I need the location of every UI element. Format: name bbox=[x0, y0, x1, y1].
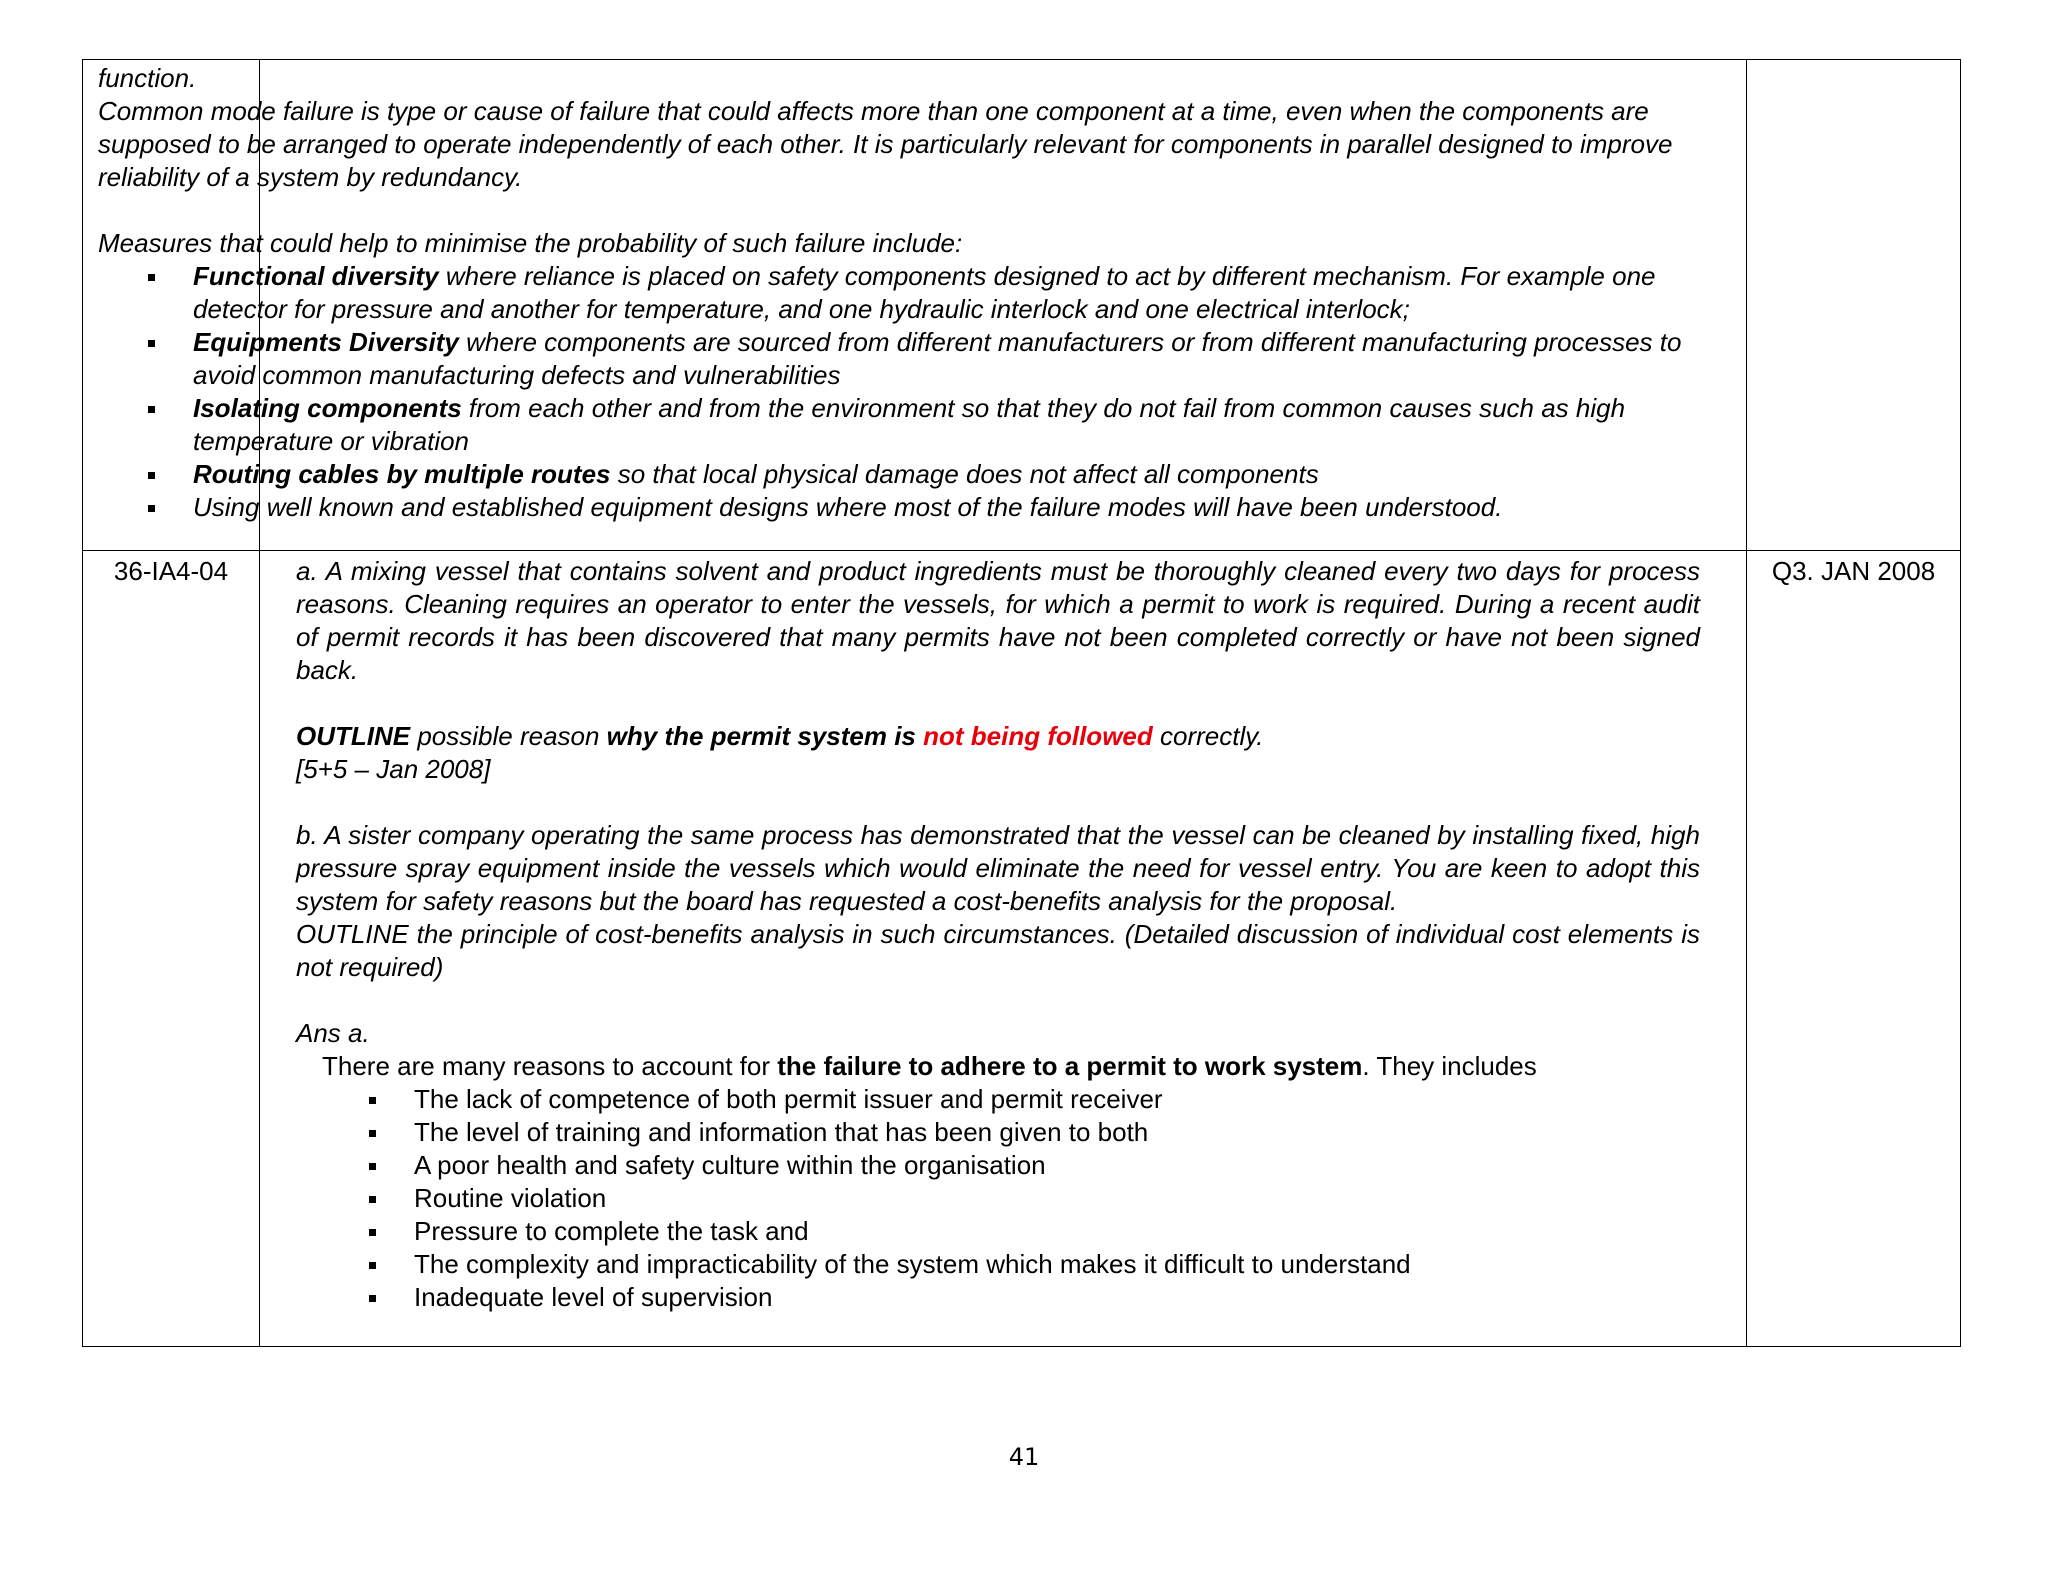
content-cell bbox=[260, 551, 1747, 1347]
measures-intro: Measures that could help to minimise the probability of such failure include: bbox=[98, 228, 963, 258]
list-item: Equipments Diversity where components are sourced from different manufacturers or from different manufacturing processes to avoid common manufacturing defects and vulnerabilities bbox=[98, 326, 1736, 392]
question-a: a. A mixing vessel that contains solvent and product ingredients must be thoroughly cleaned every two days for process reasons. Cleaning requires an operator to enter the vessels, for which a permit to work is required. During a recent audit of permit records it has been discovered that many permits have not been completed correctly or have not been signed back. bbox=[296, 556, 1700, 685]
table-row bbox=[83, 60, 1961, 551]
list-item: Using well known and established equipment designs where most of the failure modes will have been understood. bbox=[98, 491, 1736, 524]
common-mode-paragraph: Common mode failure is type or cause of failure that could affects more than one component at a time, even when the components are supposed to be arranged to operate independently of each other. It is particularly relevant for components in parallel designed to improve reliability of a system by redundancy. bbox=[98, 96, 1673, 192]
question-b-outline: OUTLINE the principle of cost-benefits analysis in such circumstances. (Detailed discussion of individual cost elements is not required) bbox=[296, 919, 1700, 982]
exam-date: Q3. JAN 2008 bbox=[1771, 556, 1936, 586]
measures-list bbox=[98, 260, 1736, 524]
fragment-text: function. bbox=[98, 63, 197, 93]
marks-text: [5+5 – Jan 2008] bbox=[296, 754, 491, 784]
list-item: Routing cables by multiple routes so that local physical damage does not affect all components bbox=[98, 458, 1736, 491]
list-item: Functional diversity where reliance is placed on safety components designed to act by different mechanism. For example one detector for pressure and another for temperature, and one hydraulic interlock and one electrical interlock; bbox=[98, 260, 1736, 326]
list-item: Pressure to complete the task and bbox=[296, 1215, 1700, 1248]
answer-intro: There are many reasons to account for the failure to adhere to a permit to work system. They includes bbox=[322, 1051, 1537, 1081]
question-b: b. A sister company operating the same process has demonstrated that the vessel can be cleaned by installing fixed, high pressure spray equipment inside the vessels which would eliminate the need for vessel entry. You are keen to adopt this system for safety reasons but the board has requested a cost-benefits analysis for the proposal. bbox=[296, 820, 1700, 916]
list-item: The complexity and impracticability of the system which makes it difficult to understand bbox=[296, 1248, 1700, 1281]
table-row bbox=[83, 551, 1961, 1347]
list-item: Isolating components from each other and from the environment so that they do not fail from common causes such as high temperature or vibration bbox=[98, 392, 1736, 458]
year-cell bbox=[1747, 551, 1961, 1347]
list-item: Inadequate level of supervision bbox=[296, 1281, 1700, 1314]
page-number: 41 bbox=[1008, 1443, 1040, 1471]
list-item: A poor health and safety culture within the organisation bbox=[296, 1149, 1700, 1182]
list-item: The level of training and information that has been given to both bbox=[296, 1116, 1700, 1149]
year-cell bbox=[1747, 60, 1961, 551]
document-table bbox=[82, 59, 1961, 1347]
reasons-list bbox=[296, 1083, 1700, 1314]
question-ref: 36-IA4-04 bbox=[113, 556, 229, 586]
list-item: Routine violation bbox=[296, 1182, 1700, 1215]
ref-cell bbox=[83, 551, 260, 1347]
answer-label: Ans a. bbox=[296, 1018, 370, 1048]
content-cell bbox=[98, 60, 1747, 551]
list-item: The lack of competence of both permit issuer and permit receiver bbox=[296, 1083, 1700, 1116]
outline-instruction: OUTLINE possible reason why the permit system is not being followed correctly. bbox=[296, 721, 1264, 751]
